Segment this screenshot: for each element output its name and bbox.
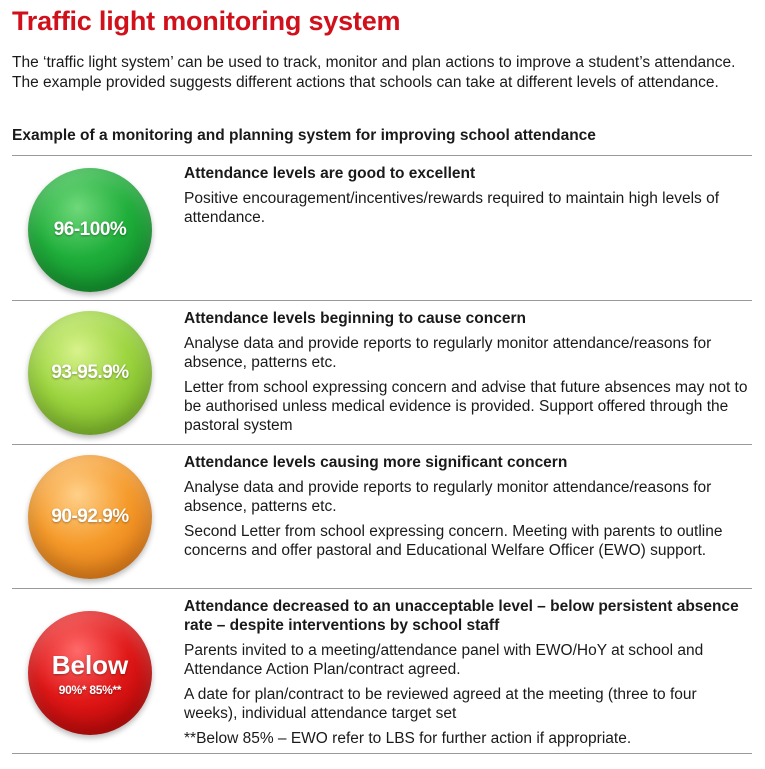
- lime-light-circle: [28, 311, 152, 435]
- red-light-circle: [28, 611, 152, 735]
- red-badge-label: Below: [51, 649, 129, 680]
- intro-paragraph: The ‘traffic light system’ can be used to track, monitor and plan actions to improve a student’s attendance. The example provided suggests different actions that schools can take at different levels of attendance.: [12, 54, 736, 91]
- level-heading: Attendance decreased to an unacceptable level – below persistent absence rate – despite interventions by school staff: [184, 598, 739, 634]
- level-action: Second Letter from school expressing concern. Meeting with parents to outline concerns and offer pastoral and Educational Welfare Officer (EWO) support.: [184, 523, 723, 559]
- level-action: Analyse data and provide reports to regularly monitor attendance/reasons for absence, patterns etc.: [184, 335, 712, 371]
- lime-badge-label: 93-95.9%: [51, 362, 129, 383]
- level-content: [184, 453, 748, 566]
- level-row-green: [12, 155, 752, 300]
- level-heading: Attendance levels beginning to cause concern: [184, 310, 526, 327]
- level-footnote: **Below 85% – EWO refer to LBS for further action if appropriate.: [184, 730, 632, 747]
- level-content: [184, 309, 748, 441]
- level-action: A date for plan/contract to be reviewed agreed at the meeting (three to four weeks), individual attendance target set: [184, 686, 697, 722]
- level-row-red: [12, 588, 752, 754]
- level-heading: Attendance levels are good to excellent: [184, 165, 476, 182]
- level-heading: Attendance levels causing more significant concern: [184, 454, 568, 471]
- orange-light-circle: [28, 455, 152, 579]
- level-row-lime: [12, 300, 752, 444]
- level-action: Parents invited to a meeting/attendance panel with EWO/HoY at school and Attendance Action Plan/contract agreed.: [184, 642, 704, 678]
- red-badge-sublabel: 90%* 85%**: [58, 682, 122, 697]
- level-action: Positive encouragement/incentives/rewards required to maintain high levels of attendance.: [184, 190, 720, 226]
- level-action: Letter from school expressing concern and advise that future absences may not to be authorised unless medical evidence is provided. Support offered through the pastoral system: [184, 379, 748, 434]
- orange-badge-label: 90-92.9%: [51, 506, 129, 527]
- section-subtitle: Example of a monitoring and planning system for improving school attendance: [12, 127, 596, 144]
- level-content: [184, 597, 748, 754]
- green-badge-label: 96-100%: [53, 219, 127, 240]
- level-row-orange: [12, 444, 752, 588]
- page-title: Traffic light monitoring system: [12, 6, 401, 36]
- traffic-light-table: [12, 155, 752, 754]
- green-light-circle: [28, 168, 152, 292]
- level-action: Analyse data and provide reports to regularly monitor attendance/reasons for absence, patterns etc.: [184, 479, 712, 515]
- level-content: [184, 164, 748, 233]
